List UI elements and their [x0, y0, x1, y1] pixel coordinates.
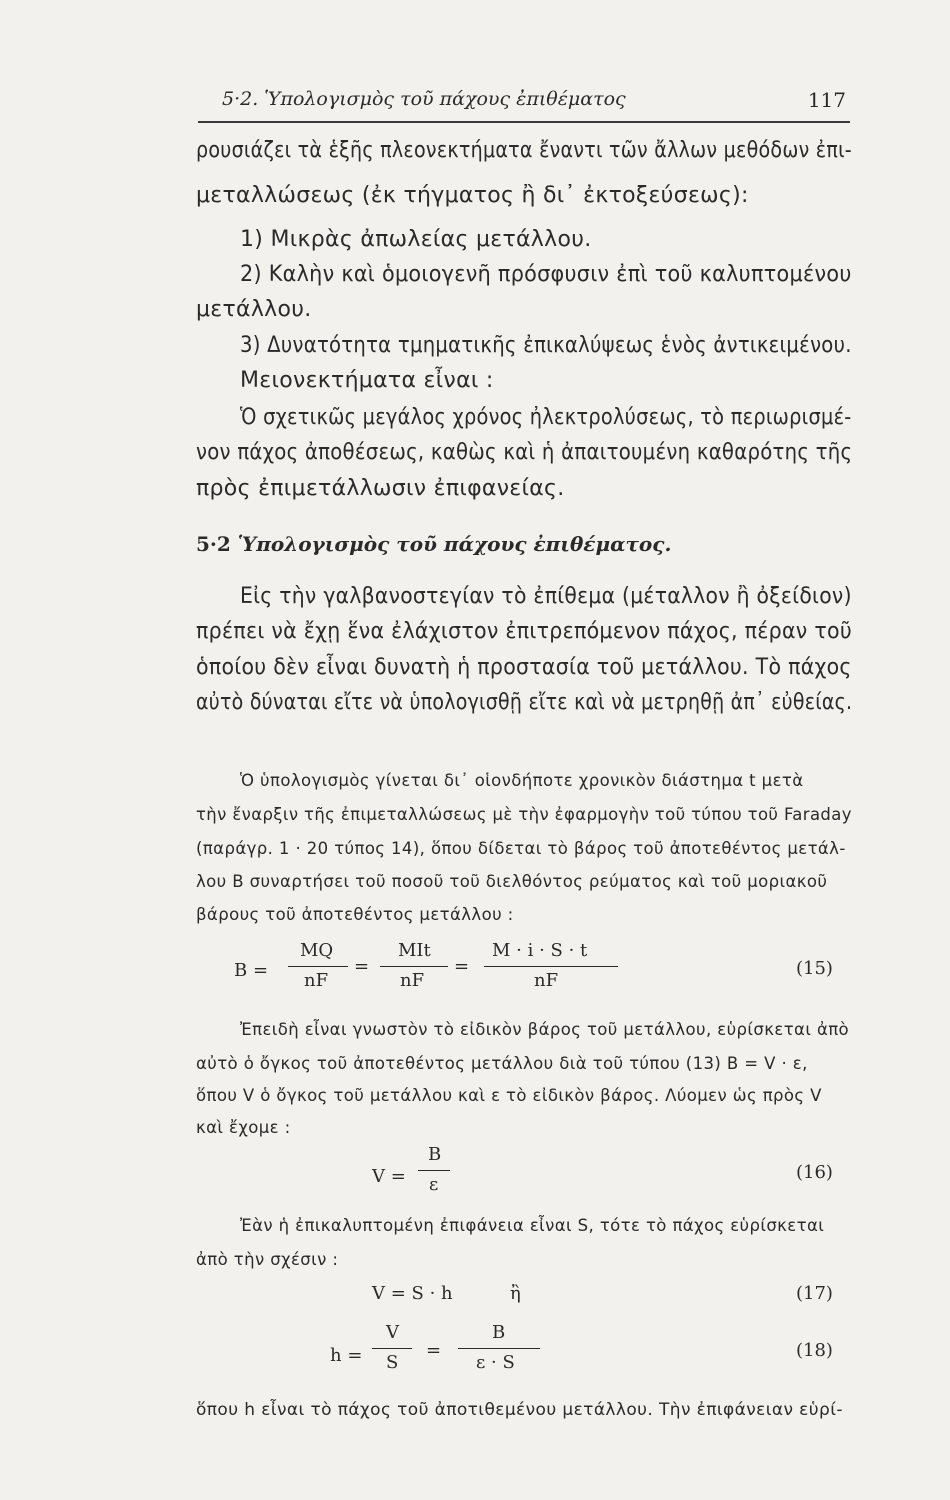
- equation-number: (15): [796, 958, 833, 979]
- fraction-denominator: ε · S: [476, 1352, 515, 1373]
- page-number: 117: [807, 88, 846, 112]
- small-text-line: Ἐπειδὴ εἶναι γνωστὸν τὸ εἰδικὸν βάρος τοῦ μετάλλου, εὑρίσκεται ἀπὸ: [240, 1020, 850, 1039]
- fraction-bar: [484, 966, 618, 967]
- equals-sign: =: [454, 956, 470, 977]
- text-line: Μειονεκτήματα εἶναι :: [240, 368, 494, 393]
- small-text-line: λου Β συναρτήσει τοῦ ποσοῦ τοῦ διελθόντος ρεύματος καὶ τοῦ μοριακοῦ: [196, 872, 828, 891]
- small-text-line: Ὁ ὑπολογισμὸς γίνεται δι᾽ οἱονδήποτε χρονικὸν διάστημα t μετὰ: [240, 771, 804, 790]
- fraction-numerator: B: [492, 1322, 506, 1343]
- equation-lhs: V =: [372, 1166, 406, 1187]
- text-line: μετάλλου.: [196, 297, 312, 322]
- equation-lhs: h =: [330, 1345, 363, 1366]
- fraction-denominator: S: [386, 1352, 399, 1373]
- small-text-line: ὅπου h εἶναι τὸ πάχος τοῦ ἀποτιθεμένου μετάλλου. Τὴν ἐπιφάνειαν εὑρί-: [196, 1400, 843, 1420]
- running-header: [222, 84, 848, 120]
- section-number: 5·2: [196, 532, 231, 556]
- text-line: πρὸς ἐπιμετάλλωσιν ἐπιφανείας.: [196, 476, 565, 501]
- header-title: 5·2. Ὑπολογισμὸς τοῦ πάχους ἐπιθέματος: [222, 88, 626, 110]
- section-heading: [196, 532, 671, 556]
- list-item: 3) Δυνατότητα τμηματικῆς ἐπικαλύψεως ἑνὸς ἀντικειμένου.: [240, 333, 852, 358]
- text-line: πρέπει νὰ ἔχῃ ἕνα ἐλάχιστον ἐπιτρεπόμενον πάχος, πέραν τοῦ: [196, 619, 852, 644]
- equation-number: (18): [796, 1340, 833, 1361]
- text-line: Εἰς τὴν γαλβανοστεγίαν τὸ ἐπίθεμα (μέταλλον ἢ ὀξείδιον): [240, 584, 852, 609]
- text-line: αὐτὸ δύναται εἴτε νὰ ὑπολογισθῇ εἴτε καὶ νὰ μετρηθῇ ἀπ᾽ εὐθείας.: [196, 690, 853, 715]
- equals-sign: =: [354, 956, 370, 977]
- fraction-numerator: M · i · S · t: [492, 940, 588, 961]
- fraction-denominator: ε: [429, 1174, 439, 1195]
- fraction-bar: [288, 966, 348, 967]
- text-line: ρουσιάζει τὰ ἑξῆς πλεονεκτήματα ἔναντι τῶν ἄλλων μεθόδων ἐπι-: [196, 138, 852, 163]
- equation-number: (17): [796, 1283, 833, 1304]
- small-text-line: τὴν ἔναρξιν τῆς ἐπιμεταλλώσεως μὲ τὴν ἐφαρμογὴν τοῦ τύπου τοῦ Faraday: [196, 805, 852, 824]
- fraction-numerator: B: [428, 1144, 442, 1165]
- fraction-bar: [458, 1348, 540, 1349]
- fraction-denominator: nF: [534, 970, 559, 991]
- text-line: νον πάχος ἀποθέσεως, καθὼς καὶ ἡ ἀπαιτουμένη καθαρότης τῆς: [196, 440, 853, 465]
- equation-or: ἢ: [510, 1283, 521, 1304]
- equation-lhs: B =: [234, 960, 269, 981]
- equals-sign: =: [426, 1340, 442, 1361]
- small-text-line: αὐτὸ ὁ ὄγκος τοῦ ἀποτεθέντος μετάλλου διὰ τοῦ τύπου (13) Β = V · ε,: [196, 1054, 808, 1073]
- section-title: Ὑπολογισμὸς τοῦ πάχους ἐπιθέματος.: [237, 532, 672, 556]
- fraction-numerator: V: [386, 1322, 399, 1343]
- small-text-line: Ἐὰν ἡ ἐπικαλυπτομένη ἐπιφάνεια εἶναι S, τότε τὸ πάχος εὑρίσκεται: [240, 1216, 825, 1235]
- fraction-denominator: nF: [400, 970, 425, 991]
- small-text-line: καὶ ἔχομε :: [196, 1118, 291, 1137]
- header-rule: [198, 121, 850, 123]
- equation-number: (16): [796, 1162, 833, 1183]
- text-line: ὁποίου δὲν εἶναι δυνατὴ ἡ προστασία τοῦ μετάλλου. Τὸ πάχος: [196, 655, 852, 680]
- small-text-line: ὅπου V ὁ ὄγκος τοῦ μετάλλου καὶ ε τὸ εἰδικὸν βάρος. Λύομεν ὡς πρὸς V: [196, 1086, 822, 1105]
- fraction-bar: [418, 1170, 450, 1171]
- fraction-numerator: MQ: [300, 940, 334, 961]
- list-item: 1) Μικρὰς ἀπωλείας μετάλλου.: [240, 227, 592, 252]
- fraction-bar: [372, 1348, 412, 1349]
- fraction-numerator: MIt: [398, 940, 431, 961]
- fraction-bar: [380, 966, 448, 967]
- list-item: 2) Καλὴν καὶ ὁμοιογενῆ πρόσφυσιν ἐπὶ τοῦ καλυπτομένου: [240, 262, 852, 287]
- equation-expression: V = S · h: [372, 1283, 453, 1304]
- text-line: Ὁ σχετικῶς μεγάλος χρόνος ἠλεκτρολύσεως, τὸ περιωρισμέ-: [240, 405, 852, 430]
- small-text-line: ἀπὸ τὴν σχέσιν :: [196, 1250, 339, 1269]
- fraction-denominator: nF: [304, 970, 329, 991]
- text-line: μεταλλώσεως (ἐκ τήγματος ἢ δι᾽ ἐκτοξεύσεως):: [196, 183, 749, 208]
- small-text-line: βάρους τοῦ ἀποτεθέντος μετάλλου :: [196, 905, 514, 924]
- small-text-line: (παράγρ. 1 · 20 τύπος 14), ὅπου δίδεται τὸ βάρος τοῦ ἀποτεθέντος μετάλ-: [196, 839, 846, 858]
